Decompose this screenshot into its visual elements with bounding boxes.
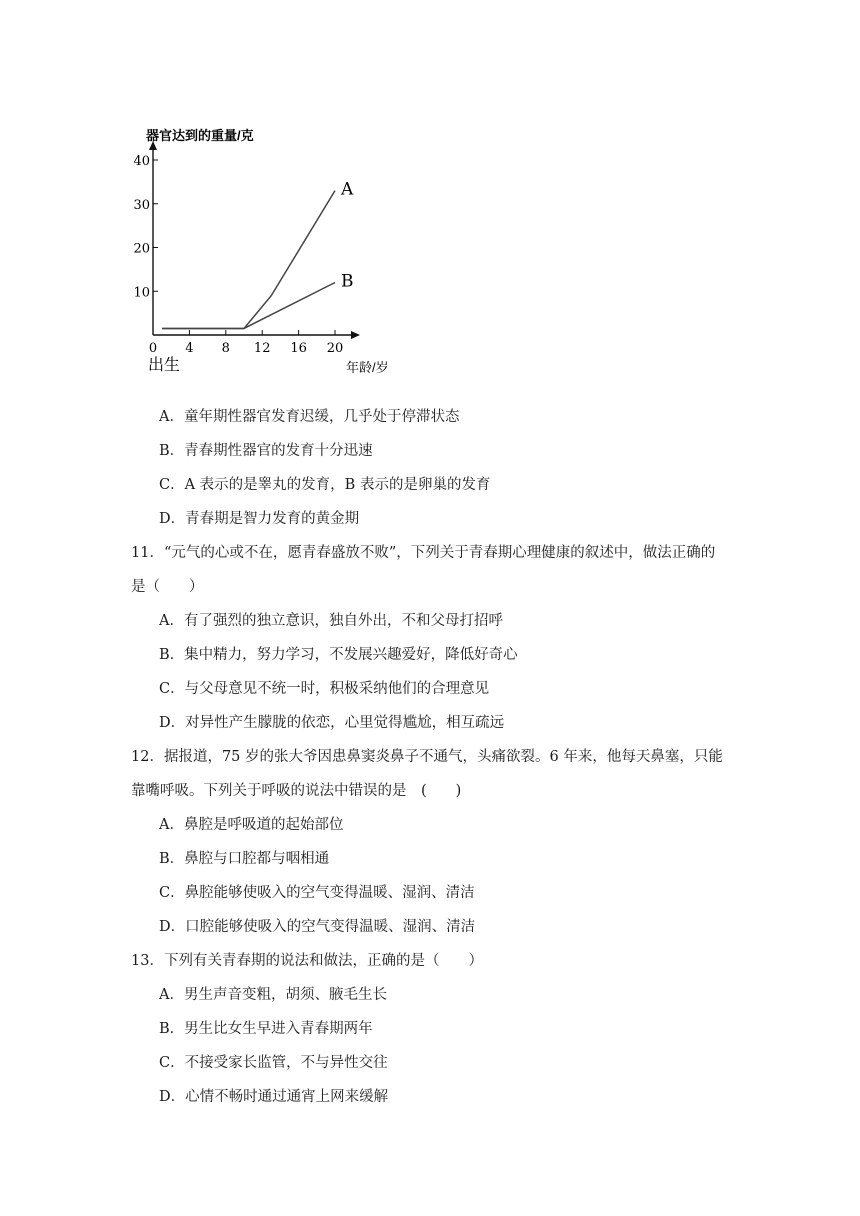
q11-option-c[interactable]: C．与父母意见不统一时，积极采纳他们的合理意见 [159, 681, 490, 697]
q12-option-b[interactable]: B．鼻腔与口腔都与咽相通 [159, 851, 330, 867]
q13-stem-line1: 13．下列有关青春期的说法和做法，正确的是（ ） [131, 953, 483, 969]
q12-option-d[interactable]: D．口腔能够使吸入的空气变得温暖、湿润、清洁 [159, 919, 476, 935]
x-axis-arrow [351, 331, 360, 339]
y-tick-label: 30 [133, 197, 150, 213]
q12-option-a[interactable]: A．鼻腔是呼吸道的起始部位 [159, 817, 344, 833]
q12-stem-line1: 12．据报道，75 岁的张大爷因患鼻窦炎鼻子不通气，头痛欲裂。6 年来，他每天鼻塞，只能 [131, 749, 723, 765]
q12-stem-line2: 靠嘴呼吸。下列关于呼吸的说法中错误的是 ( ) [131, 783, 462, 799]
x-tick-label: 12 [253, 341, 271, 356]
q10-option-b[interactable]: B．青春期性器官的发育十分迅速 [159, 443, 373, 459]
q11-option-a[interactable]: A．有了强烈的独立意识，独自外出，不和父母打招呼 [159, 613, 503, 629]
chart-ticks [133, 154, 343, 356]
q10-option-a[interactable]: A．童年期性器官发育迟缓，几乎处于停滞状态 [159, 409, 460, 425]
y-tick-label: 20 [133, 241, 150, 257]
series-label-b: B [341, 271, 354, 292]
x-tick-label: 16 [290, 341, 307, 356]
y-axis-label: 器官达到的重量/克 [146, 128, 254, 143]
q11-stem-line2: 是（ ） [131, 579, 204, 595]
y-tick-label: 10 [133, 285, 150, 301]
organ-weight-chart [133, 120, 408, 380]
chart-series [162, 180, 354, 329]
q11-option-d[interactable]: D．对异性产生朦胧的依恋，心里觉得尴尬，相互疏远 [159, 715, 505, 731]
x-tick-label: 0 [148, 341, 158, 356]
chart-axes [149, 141, 360, 339]
origin-label: 出生 [148, 357, 181, 374]
x-axis-label: 年龄/岁 [346, 360, 389, 375]
series-line-b [162, 283, 335, 329]
q13-option-c[interactable]: C．不接受家长监管，不与异性交往 [159, 1055, 388, 1071]
q10-option-c[interactable]: C．A 表示的是睾丸的发育，B 表示的是卵巢的发育 [159, 477, 491, 493]
x-tick-label: 20 [326, 341, 344, 356]
q11-option-b[interactable]: B．集中精力，努力学习，不发展兴趣爱好，降低好奇心 [159, 647, 518, 663]
x-tick-label: 8 [221, 341, 230, 356]
q11-stem-line1: 11．“元气的心或不在，愿青春盛放不败”，下列关于青春期心理健康的叙述中，做法正确的 [131, 545, 716, 561]
q12-option-c[interactable]: C．鼻腔能够使吸入的空气变得温暖、湿润、清洁 [159, 885, 475, 901]
q13-option-b[interactable]: B．男生比女生早进入青春期两年 [159, 1021, 373, 1037]
q13-option-a[interactable]: A．男生声音变粗，胡须、腋毛生长 [159, 987, 387, 1003]
series-label-a: A [341, 179, 354, 200]
y-tick-label: 40 [133, 154, 150, 169]
x-tick-label: 4 [185, 341, 194, 356]
series-line-a [162, 191, 335, 329]
q13-option-d[interactable]: D．心情不畅时通过通宵上网来缓解 [159, 1089, 389, 1105]
q10-option-d[interactable]: D．青春期是智力发育的黄金期 [159, 511, 360, 527]
